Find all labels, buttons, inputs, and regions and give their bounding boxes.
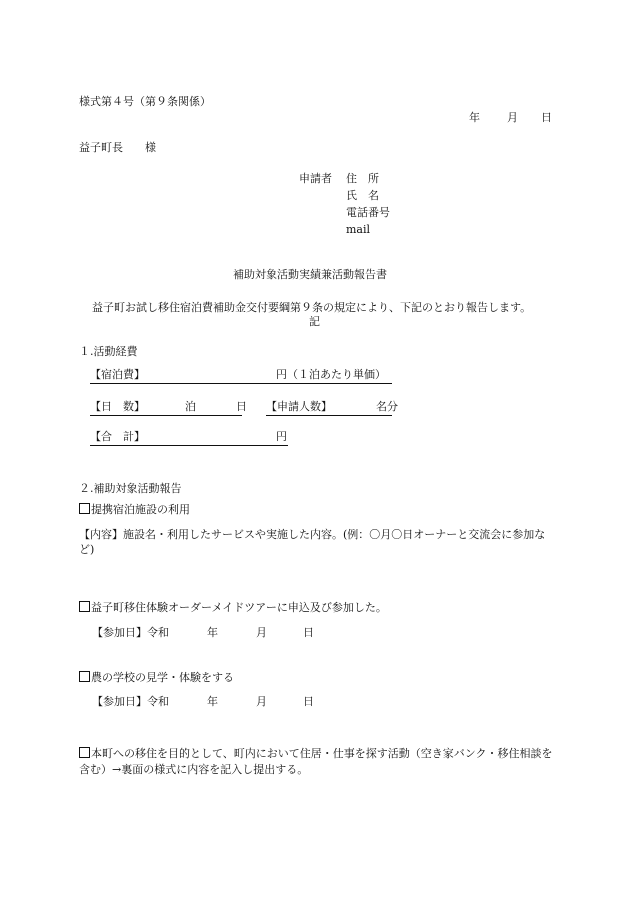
- item3-date-day: 日: [303, 695, 314, 708]
- item2-date-month: 月: [256, 626, 267, 639]
- total-label: 【合 計】: [90, 430, 145, 443]
- days-row: [90, 400, 247, 416]
- lodging-label: 【宿泊費】: [90, 368, 145, 381]
- item3-row: [79, 671, 234, 685]
- item3-date-month: 月: [256, 695, 267, 708]
- applicants-label: 【申請人数】: [266, 400, 332, 413]
- item4-label: 本町への移住を目的として、町内において住居・仕事を探す活動（空き家バンク・移住相談を含む）→裏面の様式に内容を記入し提出する。: [79, 747, 553, 776]
- item4-row: [79, 746, 554, 778]
- item1-label: 提携宿泊施設の利用: [91, 503, 190, 516]
- applicant-phone-label: 電話番号: [346, 206, 390, 219]
- item2-label: 益子町移住体験オーダーメイドツアーに申込及び参加した。: [91, 601, 387, 614]
- section2-heading: ２.補助対象活動報告: [79, 482, 182, 495]
- item1-detail: 【内容】施設名・利用したサービスや実施した内容。(例：〇月〇日オーナーと交流会に参加など): [79, 528, 546, 556]
- item3-date-year: 年: [207, 695, 218, 708]
- total-row: [90, 430, 288, 446]
- item2-date-day: 日: [303, 626, 314, 639]
- total-unit: 円: [276, 430, 287, 443]
- lodging-row: [90, 368, 392, 384]
- item2-checkbox[interactable]: [79, 601, 90, 612]
- applicants-row: [266, 400, 398, 416]
- nights-unit: 泊: [185, 400, 196, 413]
- form-number: 様式第４号（第９条関係）: [79, 95, 211, 108]
- item3-date-label: 【参加日】令和: [92, 695, 169, 708]
- days-line: [90, 400, 247, 416]
- days-unit: 日: [236, 400, 247, 413]
- section1-heading: １.活動経費: [79, 345, 138, 358]
- applicant-name-label: 氏 名: [346, 189, 379, 202]
- item2-row: [79, 601, 387, 615]
- applicant-address-label: 住 所: [346, 172, 379, 185]
- applicants-line: [266, 400, 398, 416]
- intro-text: 益子町お試し移住宿泊費補助金交付要綱第９条の規定により、下記のとおり報告します。: [92, 301, 532, 314]
- applicant-mail-label: mail: [346, 223, 371, 236]
- item3-label: 農の学校の見学・体験をする: [91, 671, 234, 684]
- days-label: 【日 数】: [90, 400, 145, 413]
- addressee: 益子町長 様: [79, 141, 156, 154]
- date-day: 日: [541, 111, 552, 124]
- lodging-unit: 円（１泊あたり単価）: [276, 368, 386, 381]
- date-year: 年: [469, 111, 480, 124]
- ki-mark: 記: [309, 315, 320, 328]
- applicants-unit: 名分: [376, 400, 398, 413]
- date-month: 月: [507, 111, 518, 124]
- item3-checkbox[interactable]: [79, 671, 90, 682]
- total-line: [90, 430, 288, 446]
- item1-row: [79, 503, 190, 517]
- item1-checkbox[interactable]: [79, 503, 90, 514]
- lodging-line: [90, 368, 392, 384]
- item2-date-year: 年: [207, 626, 218, 639]
- item4-checkbox[interactable]: [79, 747, 90, 758]
- document-title: 補助対象活動実績兼活動報告書: [233, 268, 387, 281]
- item2-date-label: 【参加日】令和: [92, 626, 169, 639]
- applicant-label: 申請者: [299, 172, 332, 185]
